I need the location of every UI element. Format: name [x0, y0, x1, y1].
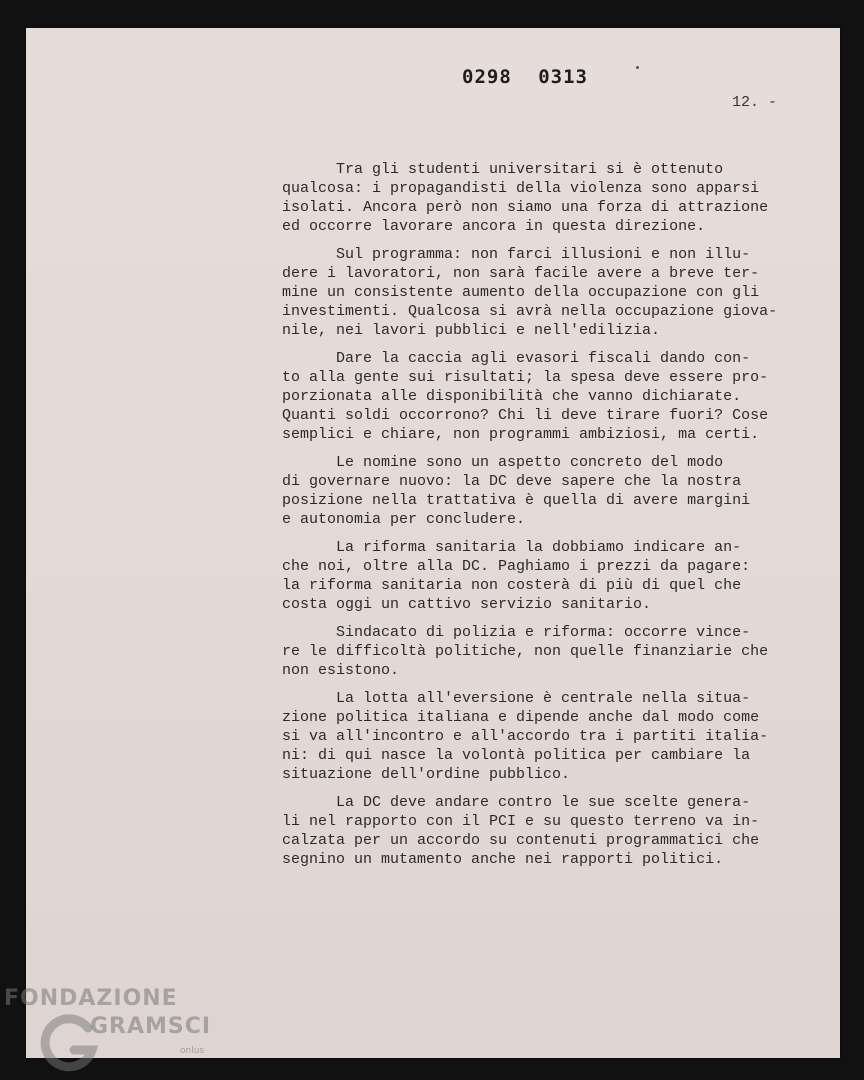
text-line: to alla gente sui risultati; la spesa deve essere pro-	[282, 369, 769, 386]
text-line: calzata per un accordo su contenuti programmatici che	[282, 832, 760, 849]
text-line: segnino un mutamento anche nei rapporti politici.	[282, 851, 724, 868]
text-line: Dare la caccia agli evasori fiscali dando con-	[282, 350, 751, 367]
watermark-line1: FONDAZIONE	[4, 986, 178, 1011]
text-line: re le difficoltà politiche, non quelle finanziarie che	[282, 643, 769, 660]
text-line: situazione dell'ordine pubblico.	[282, 766, 571, 783]
paragraph	[282, 689, 822, 784]
paragraph	[282, 538, 822, 614]
text-line: Quanti soldi occorrono? Chi li deve tirare fuori? Cose	[282, 407, 769, 424]
text-line: nile, nei lavori pubblici e nell'edilizia.	[282, 322, 661, 339]
text-line: porzionata alle disponibilità che vanno dichiarate.	[282, 388, 742, 405]
paragraph	[282, 349, 822, 444]
text-line: costa oggi un cattivo servizio sanitario.	[282, 596, 652, 613]
paragraph	[282, 453, 822, 529]
paragraph	[282, 793, 822, 869]
text-line: zione politica italiana e dipende anche dal modo come	[282, 709, 760, 726]
text-line: posizione nella trattativa è quella di avere margini	[282, 492, 751, 509]
text-line: Tra gli studenti universitari si è ottenuto	[282, 161, 724, 178]
text-line: dere i lavoratori, non sarà facile avere a breve ter-	[282, 265, 760, 282]
text-line: investimenti. Qualcosa si avrà nella occupazione giova-	[282, 303, 778, 320]
paragraph	[282, 245, 822, 340]
fondazione-gramsci-watermark	[4, 986, 214, 1076]
text-line: mine un consistente aumento della occupazione con gli	[282, 284, 760, 301]
watermark-line2: GRAMSCI	[90, 1014, 212, 1039]
text-line: di governare nuovo: la DC deve sapere che la nostra	[282, 473, 742, 490]
text-line: Sul programma: non farci illusioni e non illu-	[282, 246, 751, 263]
text-line: ni: di qui nasce la volontà politica per cambiare la	[282, 747, 751, 764]
text-line: li nel rapporto con il PCI e su questo terreno va in-	[282, 813, 760, 830]
text-line: e autonomia per concludere.	[282, 511, 526, 528]
text-line: Sindacato di polizia e riforma: occorre vince-	[282, 624, 751, 641]
body-text	[282, 160, 822, 878]
text-line: Le nomine sono un aspetto concreto del modo	[282, 454, 724, 471]
text-line: La riforma sanitaria la dobbiamo indicare an-	[282, 539, 742, 556]
text-line: qualcosa: i propagandisti della violenza sono apparsi	[282, 180, 760, 197]
watermark-small: onlus	[180, 1046, 205, 1056]
text-line: semplici e chiare, non programmi ambiziosi, ma certi.	[282, 426, 760, 443]
paragraph	[282, 623, 822, 680]
text-line: non esistono.	[282, 662, 400, 679]
text-line: La lotta all'eversione è centrale nella situa-	[282, 690, 751, 707]
text-line: ed occorre lavorare ancora in questa direzione.	[282, 218, 706, 235]
text-line: si va all'incontro e all'accordo tra i partiti italia-	[282, 728, 769, 745]
text-line: La DC deve andare contro le sue scelte genera-	[282, 794, 751, 811]
text-line: la riforma sanitaria non costerà di più di quel che	[282, 577, 742, 594]
ink-dot	[636, 66, 639, 69]
text-line: che noi, oltre alla DC. Paghiamo i prezzi da pagare:	[282, 558, 751, 575]
paragraph	[282, 160, 822, 236]
page-number: 12. -	[732, 94, 778, 111]
archive-number: 0298 0313	[462, 66, 588, 88]
text-line: isolati. Ancora però non siamo una forza di attrazione	[282, 199, 769, 216]
